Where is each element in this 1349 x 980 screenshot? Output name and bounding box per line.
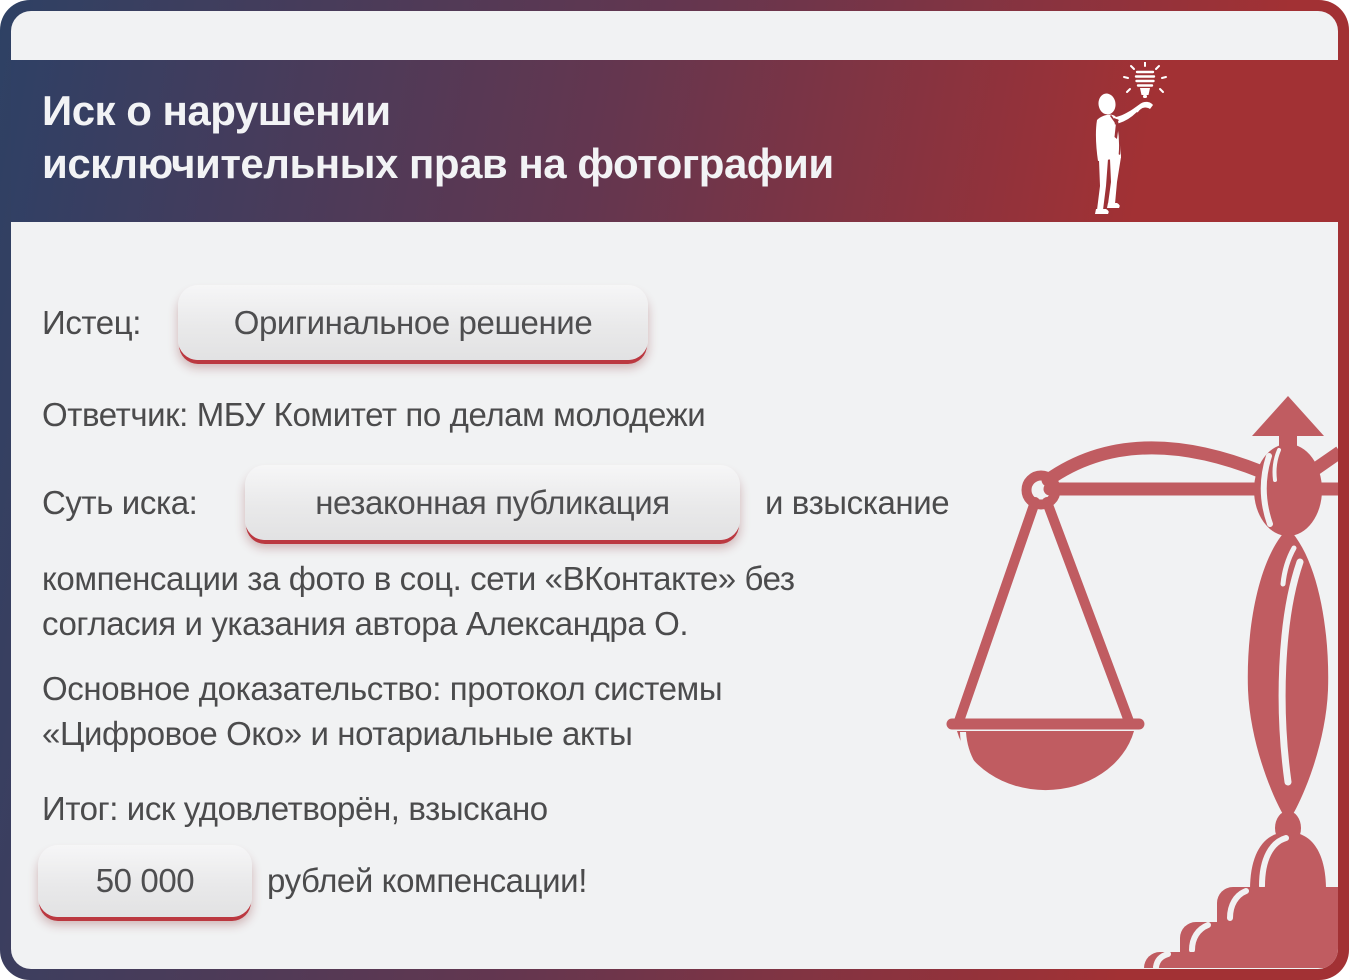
page-title-line2: исключительных прав на фотографии [42,140,834,187]
scales-of-justice-icon [928,390,1338,968]
header-band [11,60,1338,222]
man-with-lightbulb-svg [1083,62,1168,218]
claim-line3: согласия и указания автора Александра О. [42,605,689,642]
evidence-line2: «Цифровое Око» и нотариальные акты [42,715,633,752]
page-title-line1: Иск о нарушении [42,87,391,134]
amount-suffix: рублей компенсации! [267,862,587,899]
claim-paragraph [42,556,795,646]
claim-badge [245,465,740,540]
man-with-lightbulb-icon [1083,62,1168,218]
plaintiff-row [11,285,1338,360]
claim-suffix: и взыскание [765,484,950,521]
defendant-line: Ответчик: МБУ Комитет по делам молодежи [42,396,706,433]
claim-label: Суть иска: [42,484,198,521]
evidence-line1: Основное доказательство: протокол системы [42,670,723,707]
outcome-line: Итог: иск удовлетворён, взыскано [42,790,548,827]
plaintiff-label: Истец: [42,304,141,341]
plaintiff-badge [178,285,648,360]
evidence-paragraph [42,666,722,756]
content-sheet [11,11,1338,969]
amount-badge-label: 50 000 [95,862,195,899]
plaintiff-badge-label: Оригинальное решение [233,303,593,341]
claim-badge-label: незаконная публикация [315,483,670,521]
page-title [42,84,834,190]
amount-badge [38,845,252,917]
claim-line2: компенсации за фото в соц. сети «ВКонтакте» без [42,560,795,597]
scales-of-justice-svg [928,390,1338,968]
